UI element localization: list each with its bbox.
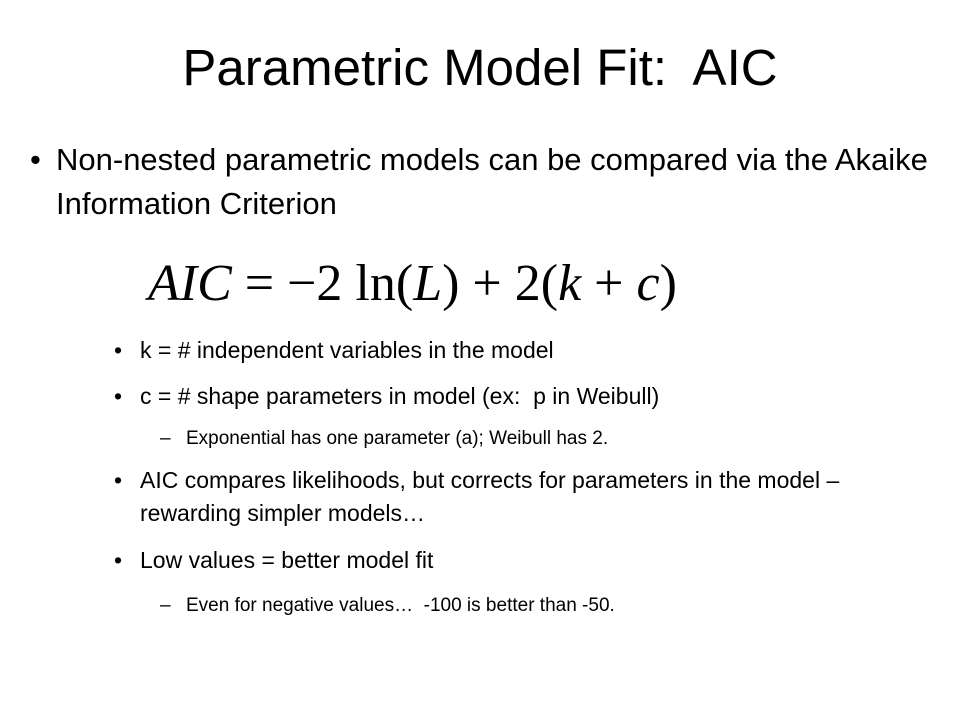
sub-bullet-c (114, 380, 914, 413)
bullet-marker: • (114, 467, 123, 493)
sub-bullet-text: k = # independent variables in the model (140, 337, 554, 363)
formula-lhs: AIC (148, 255, 232, 312)
dash-marker: – (160, 595, 171, 616)
formula-part1: = −2 ln( (231, 255, 414, 312)
dash-item-exponential (160, 425, 920, 453)
formula-plus: + (581, 255, 637, 312)
formula-L: L (413, 255, 443, 312)
formula-part2: ) + 2( (442, 255, 559, 312)
sub-bullet-k (114, 334, 914, 367)
bullet-marker: • (30, 142, 41, 177)
dash-item-text: Even for negative values… -100 is better than -50. (186, 595, 615, 616)
bullet-marker: • (114, 337, 123, 363)
main-bullet (30, 138, 930, 226)
dash-item-text: Exponential has one parameter (a); Weibull has 2. (186, 428, 609, 449)
sub-bullet-aic-compares (114, 464, 914, 530)
dash-item-negative-values (160, 592, 920, 620)
bullet-marker: • (114, 547, 123, 573)
main-bullet-text: Non-nested parametric models can be compared via the Akaike Information Criterion (56, 142, 928, 221)
dash-marker: – (160, 428, 171, 449)
aic-formula (148, 252, 677, 316)
sub-bullet-text: AIC compares likelihoods, but corrects for parameters in the model – rewarding simpler models… (140, 467, 846, 526)
sub-bullet-text: c = # shape parameters in model (ex: p in Weibull) (140, 383, 660, 409)
slide-title: Parametric Model Fit: AIC (182, 39, 778, 96)
formula-k: k (558, 255, 582, 312)
sub-bullet-text: Low values = better model fit (140, 547, 434, 573)
formula-c: c (636, 255, 660, 312)
bullet-marker: • (114, 383, 123, 409)
formula-close: ) (659, 255, 677, 312)
sub-bullet-low-values (114, 544, 914, 577)
